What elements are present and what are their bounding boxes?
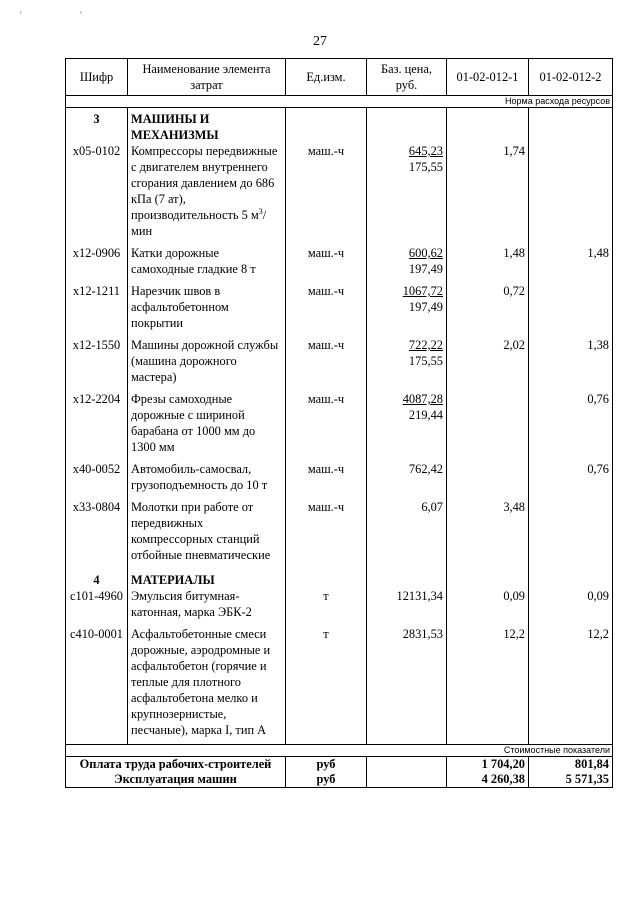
norm-col1: 3,48 xyxy=(447,499,529,563)
norm-col2: 0,09 xyxy=(529,588,613,620)
norm-col1: 1,48 xyxy=(447,245,529,277)
page-number: 27 xyxy=(313,34,327,49)
norm-label-row xyxy=(66,96,613,108)
section-number: 3 xyxy=(66,108,128,144)
resource-price xyxy=(367,588,447,620)
empty-cell xyxy=(286,108,367,144)
norm-col2: 12,2 xyxy=(529,626,613,738)
resource-code: х40-0052 xyxy=(66,461,128,493)
resource-price xyxy=(367,283,447,331)
total-label: Эксплуатация машин xyxy=(66,772,286,788)
header-col1: 01-02-012-1 xyxy=(447,59,529,96)
resource-name-text: Автомобиль-самосвал, грузоподъемность до 10 т xyxy=(131,462,268,492)
norm-col1 xyxy=(447,391,529,455)
header-unit: Ед.изм. xyxy=(286,59,367,96)
resource-row xyxy=(66,337,613,385)
total-row xyxy=(66,757,613,773)
resource-name-text: Катки дорожные самоходные гладкие 8 т xyxy=(131,246,256,276)
resource-name-text: Компрессоры передвижные с двигателем внутреннего сгорания давлением до 686 кПа (7 ат), производительность 5 м xyxy=(131,144,278,222)
price-total: 1067,72 xyxy=(402,284,443,298)
price-wage: 175,55 xyxy=(408,160,443,174)
empty-cell xyxy=(286,569,367,588)
price-wage: 762,42 xyxy=(408,462,443,476)
resource-code: х05-0102 xyxy=(66,143,128,239)
cost-label-row xyxy=(66,745,613,757)
resource-row xyxy=(66,461,613,493)
header-price: Баз. цена, руб. xyxy=(367,59,447,96)
empty-cell xyxy=(367,569,447,588)
resource-code: х12-0906 xyxy=(66,245,128,277)
resource-name-text: Машины дорожной службы (машина дорожного мастера) xyxy=(131,338,279,384)
total-row xyxy=(66,772,613,788)
price-total: 600,62 xyxy=(408,246,443,260)
resource-price xyxy=(367,143,447,239)
total-unit: руб xyxy=(286,772,367,788)
resource-price xyxy=(367,391,447,455)
norm-col2: 0,76 xyxy=(529,461,613,493)
header-row xyxy=(66,59,613,96)
resource-norms-table xyxy=(65,58,613,788)
resource-row xyxy=(66,588,613,620)
resource-unit: маш.-ч xyxy=(286,499,367,563)
resource-code: х12-2204 xyxy=(66,391,128,455)
cost-label: Стоимостные показатели xyxy=(66,745,613,757)
resource-unit: маш.-ч xyxy=(286,143,367,239)
empty-cell xyxy=(367,772,447,788)
resource-name-text: Эмульсия битумная-катонная, марка ЭБК-2 xyxy=(131,589,252,619)
resource-name-text: Нарезчик швов в асфальтобетонном покрытии xyxy=(131,284,229,330)
resource-unit: т xyxy=(286,626,367,738)
price-wage: 2831,53 xyxy=(402,627,443,641)
resource-name xyxy=(128,283,286,331)
empty-cell xyxy=(529,569,613,588)
total-label: Оплата труда рабочих-строителей xyxy=(66,757,286,773)
norm-col2: 1,48 xyxy=(529,245,613,277)
resource-name xyxy=(128,391,286,455)
norm-col2: 1,38 xyxy=(529,337,613,385)
empty-cell xyxy=(367,757,447,773)
norm-col1: 0,09 xyxy=(447,588,529,620)
total-unit: руб xyxy=(286,757,367,773)
resource-row xyxy=(66,245,613,277)
resource-name xyxy=(128,626,286,738)
resource-row xyxy=(66,626,613,738)
norm-col1: 1,74 xyxy=(447,143,529,239)
empty-cell xyxy=(529,108,613,144)
price-total: 4087,28 xyxy=(402,392,443,406)
price-wage: 219,44 xyxy=(408,408,443,422)
norm-col1 xyxy=(447,461,529,493)
resource-code: х12-1550 xyxy=(66,337,128,385)
total-col1: 4 260,38 xyxy=(447,772,529,788)
resource-unit: маш.-ч xyxy=(286,245,367,277)
resource-row xyxy=(66,143,613,239)
resource-code: с410-0001 xyxy=(66,626,128,738)
resource-row xyxy=(66,283,613,331)
resource-unit: маш.-ч xyxy=(286,283,367,331)
norm-col1: 2,02 xyxy=(447,337,529,385)
resource-row xyxy=(66,499,613,563)
resource-name-text: Молотки при работе от передвижных компрессорных станций отбойные пневматические xyxy=(131,500,271,562)
section-title: МАТЕРИАЛЫ xyxy=(128,569,286,588)
empty-cell xyxy=(367,108,447,144)
price-wage: 197,49 xyxy=(408,300,443,314)
resource-price xyxy=(367,499,447,563)
resource-name-text: Фрезы самоходные дорожные с шириной барабана от 1000 мм до 1300 мм xyxy=(131,392,256,454)
price-total: 645,23 xyxy=(408,144,443,158)
norm-col2: 0,76 xyxy=(529,391,613,455)
total-col2: 5 571,35 xyxy=(529,772,613,788)
resource-name xyxy=(128,245,286,277)
total-col2: 801,84 xyxy=(529,757,613,773)
section-header-row xyxy=(66,108,613,144)
resource-price xyxy=(367,337,447,385)
resource-unit: маш.-ч xyxy=(286,461,367,493)
resource-code: х12-1211 xyxy=(66,283,128,331)
resource-unit: т xyxy=(286,588,367,620)
price-wage: 6,07 xyxy=(421,500,443,514)
price-wage: 12131,34 xyxy=(396,589,443,603)
norm-col1: 12,2 xyxy=(447,626,529,738)
price-wage: 197,49 xyxy=(408,262,443,276)
table-body xyxy=(66,96,613,788)
resource-name-sup: 3 xyxy=(258,206,263,216)
norm-col1: 0,72 xyxy=(447,283,529,331)
norm-col2 xyxy=(529,283,613,331)
resource-row xyxy=(66,391,613,455)
header-col2: 01-02-012-2 xyxy=(529,59,613,96)
resource-price xyxy=(367,245,447,277)
total-col1: 1 704,20 xyxy=(447,757,529,773)
resource-unit: маш.-ч xyxy=(286,337,367,385)
section-title: МАШИНЫ И МЕХАНИЗМЫ xyxy=(128,108,286,144)
empty-cell xyxy=(447,108,529,144)
resource-name-tail: /мин xyxy=(131,208,267,238)
resource-price xyxy=(367,461,447,493)
resource-name xyxy=(128,499,286,563)
header-code: Шифр xyxy=(66,59,128,96)
price-total: 722,22 xyxy=(408,338,443,352)
resource-name xyxy=(128,337,286,385)
section-number: 4 xyxy=(66,569,128,588)
section-header-row xyxy=(66,569,613,588)
resource-name-text: Асфальтобетонные смеси дорожные, аэродромные и асфальтобетон (горячие и теплые для плотного асфальтобетона мелко и крупнозернистые, песчаные), марка I, тип А xyxy=(131,627,271,737)
resource-name xyxy=(128,143,286,239)
resource-name xyxy=(128,461,286,493)
header-name: Наименование элемента затрат xyxy=(128,59,286,96)
norm-label: Норма расхода ресурсов xyxy=(66,96,613,108)
scan-specks: ' ' xyxy=(20,10,100,20)
resource-code: с101-4960 xyxy=(66,588,128,620)
resource-unit: маш.-ч xyxy=(286,391,367,455)
norm-col2 xyxy=(529,143,613,239)
resource-price xyxy=(367,626,447,738)
resource-name xyxy=(128,588,286,620)
norm-col2 xyxy=(529,499,613,563)
price-wage: 175,55 xyxy=(408,354,443,368)
resource-code: х33-0804 xyxy=(66,499,128,563)
empty-cell xyxy=(447,569,529,588)
